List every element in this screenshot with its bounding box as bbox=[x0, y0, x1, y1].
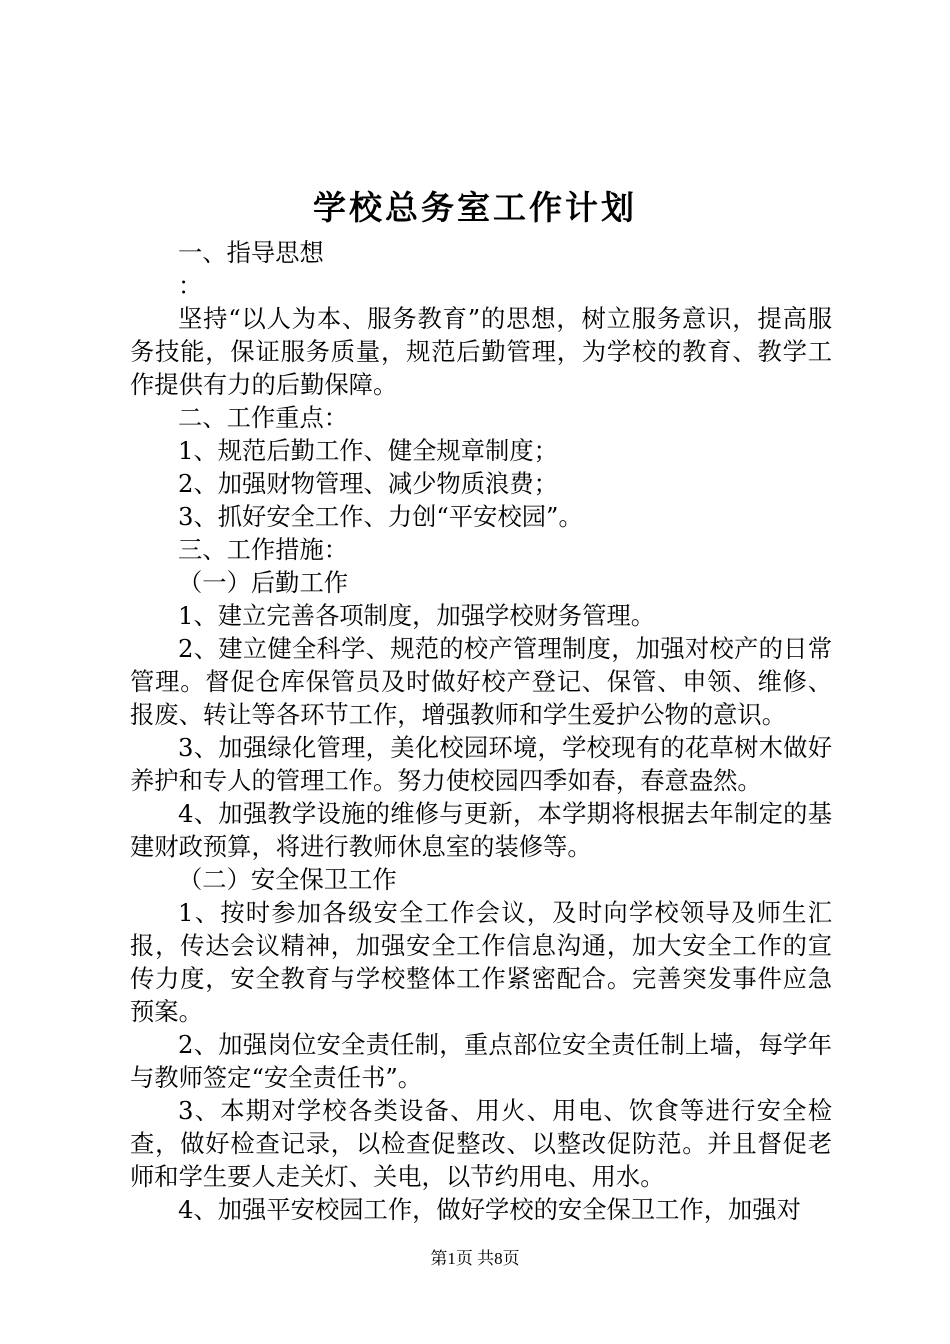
document-body bbox=[130, 236, 832, 1226]
paragraph: 坚持“以人为本、服务教育”的思想，树立服务意识，提高服务技能，保证服务质量，规范后勤管理，为学校的教育、教学工作提供有力的后勤保障。 bbox=[130, 304, 832, 399]
paragraph: 1、规范后勤工作、健全规章制度； bbox=[178, 436, 558, 465]
paragraph: （一）后勤工作 bbox=[178, 568, 349, 597]
paragraph: 3、抓好安全工作、力创“平安校园”。 bbox=[178, 502, 583, 531]
paragraph: 2、建立健全科学、规范的校产管理制度，加强对校产的日常管理。督促仓库保管员及时做好校产登记、保管、申领、维修、报废、转让等各环节工作，增强教师和学生爱护公物的意识。 bbox=[130, 634, 832, 729]
paragraph: 1、按时参加各级安全工作会议，及时向学校领导及师生汇报，传达会议精神，加强安全工作信息沟通，加大安全工作的宣传力度，安全教育与学校整体工作紧密配合。完善突发事件应急预案。 bbox=[130, 898, 832, 1026]
paragraph: 1、建立完善各项制度，加强学校财务管理。 bbox=[178, 601, 656, 630]
paragraph: （二）安全保卫工作 bbox=[178, 865, 397, 894]
paragraph: 2、加强岗位安全责任制，重点部位安全责任制上墙，每学年与教师签定“安全责任书”。 bbox=[130, 1030, 832, 1092]
paragraph: 3、加强绿化管理，美化校园环境，学校现有的花草树木做好养护和专人的管理工作。努力使校园四季如春，春意盎然。 bbox=[130, 733, 832, 795]
paragraph: 4、加强平安校园工作，做好学校的安全保卫工作，加强对 bbox=[178, 1195, 801, 1224]
paragraph: 三、工作措施： bbox=[178, 535, 349, 564]
document-title: 学校总务室工作计划 bbox=[313, 188, 637, 227]
paragraph: 3、本期对学校各类设备、用火、用电、饮食等进行安全检查，做好检查记录，以检查促整改、以整改促防范。并且督促老师和学生要人走关灯、关电，以节约用电、用水。 bbox=[130, 1096, 832, 1191]
paragraph: ： bbox=[178, 271, 203, 300]
page-footer: 第1页 共8页 bbox=[430, 1249, 520, 1268]
paragraph: 一、指导思想 bbox=[178, 238, 324, 267]
paragraph: 二、工作重点： bbox=[178, 403, 349, 432]
paragraph: 2、加强财物管理、减少物质浪费； bbox=[178, 469, 558, 498]
paragraph: 4、加强教学设施的维修与更新，本学期将根据去年制定的基建财政预算，将进行教师休息室的装修等。 bbox=[130, 799, 832, 861]
